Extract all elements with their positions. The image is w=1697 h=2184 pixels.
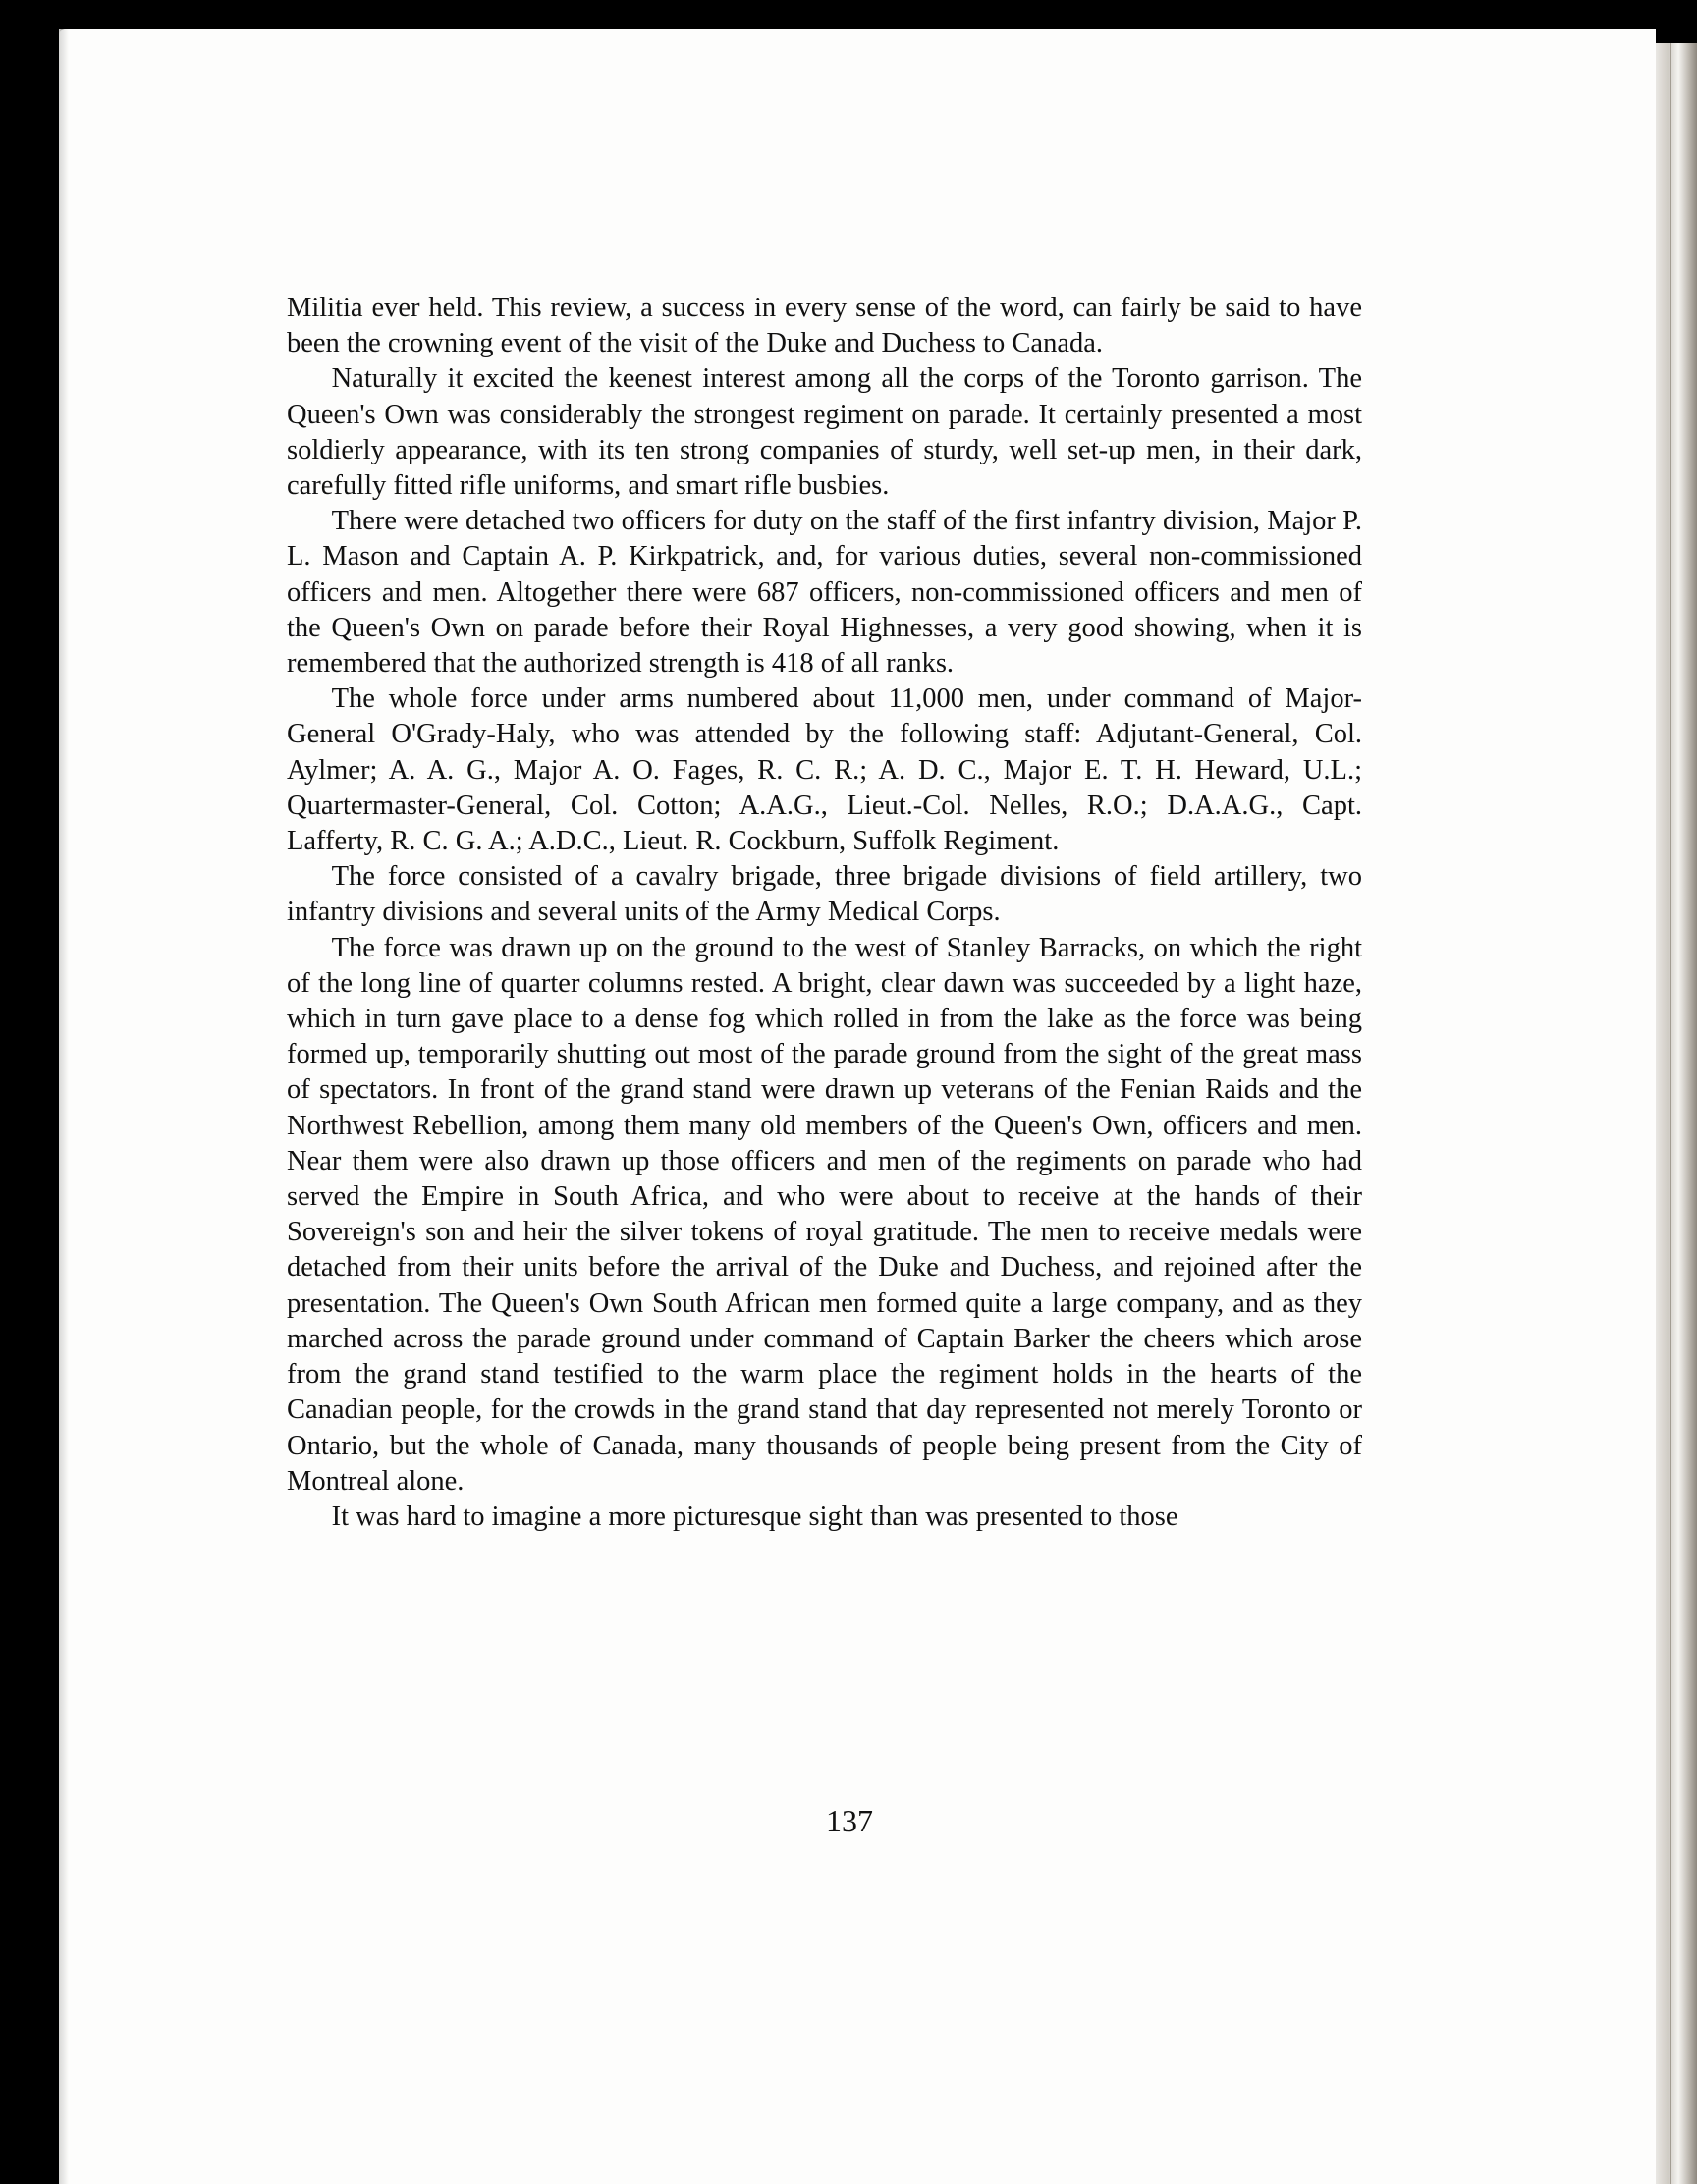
book-edge-line — [1670, 43, 1671, 2184]
body-text — [287, 291, 1362, 1535]
paragraph-6: The force was drawn up on the ground to the west of Stanley Barracks, on which the right of the long line of quarter columns rested. A bright, clear dawn was succeeded by a light haze, which in turn gave place to a dense fog which rolled in from the lake as the force was being formed up, temporarily shutting out most of the parade ground from the sight of the great mass of spectators. In front of the grand stand were drawn up veterans of the Fenian Raids and the Northwest Rebellion, among them many old members of the Queen's Own, officers and men. Near them were also drawn up those officers and men of the regiments on parade who had served the Empire in South Africa, and who were about to receive at the hands of their Sovereign's son and heir the silver tokens of royal gratitude. The men to receive medals were detached from their units before the arrival of the Duke and Duchess, and rejoined after the presentation. The Queen's Own South African men formed quite a large company, and as they marched across the parade ground under command of Captain Barker the cheers which arose from the grand stand testified to the warm place the regiment holds in the hearts of the Canadian people, for the crowds in the grand stand that day represented not merely Toronto or Ontario, but the whole of Canada, many thousands of people being present from the City of Montreal alone. — [287, 932, 1362, 1497]
paragraph-4: The whole force under arms numbered about 11,000 men, under command of Major-General O'Grady-Haly, who was attended by the following staff: Adjutant-General, Col. Aylmer; A. A. G., Major A. O. Fages, R. C. R.; A. D. C., Major E. T. H. Heward, U.L.; Quartermaster-General, Col. Cotton; A.A.G., Lieut.-Col. Nelles, R.O.; D.A.A.G., Capt. Lafferty, R. C. G. A.; A.D.C., Lieut. R. Cockburn, Suffolk Regiment. — [287, 683, 1362, 857]
paragraph-1: Militia ever held. This review, a success in every sense of the word, can fairly be said to have been the crowning event of the visit of the Duke and Duchess to Canada. — [287, 293, 1362, 359]
paragraph-5: The force consisted of a cavalry brigade, three brigade divisions of field artillery, two infantry divisions and several units of the Army Medical Corps. — [287, 861, 1362, 928]
paragraph-3: There were detached two officers for duty on the staff of the first infantry division, Major P. L. Mason and Captain A. P. Kirkpatrick, and, for various duties, several non-commissioned officers and men. Altogether there were 687 officers, non-commissioned officers and men of the Queen's Own on parade before their Royal Highnesses, a very good showing, when it is remembered that the authorized strength is 418 of all ranks. — [287, 506, 1362, 680]
book-right-edge — [1656, 43, 1697, 2184]
paragraph-7: It was hard to imagine a more picturesque sight than was presented to those — [331, 1501, 1178, 1532]
page-gutter-shadow — [59, 29, 69, 2184]
paragraph-2: Naturally it excited the keenest interest among all the corps of the Toronto garrison. The Queen's Own was considerably the strongest regiment on parade. It certainly presented a most soldierly appearance, with its ten strong companies of sturdy, well set-up men, in their dark, carefully fitted rifle uniforms, and smart rifle busbies. — [287, 363, 1362, 502]
page-number: 137 — [826, 1803, 873, 1838]
